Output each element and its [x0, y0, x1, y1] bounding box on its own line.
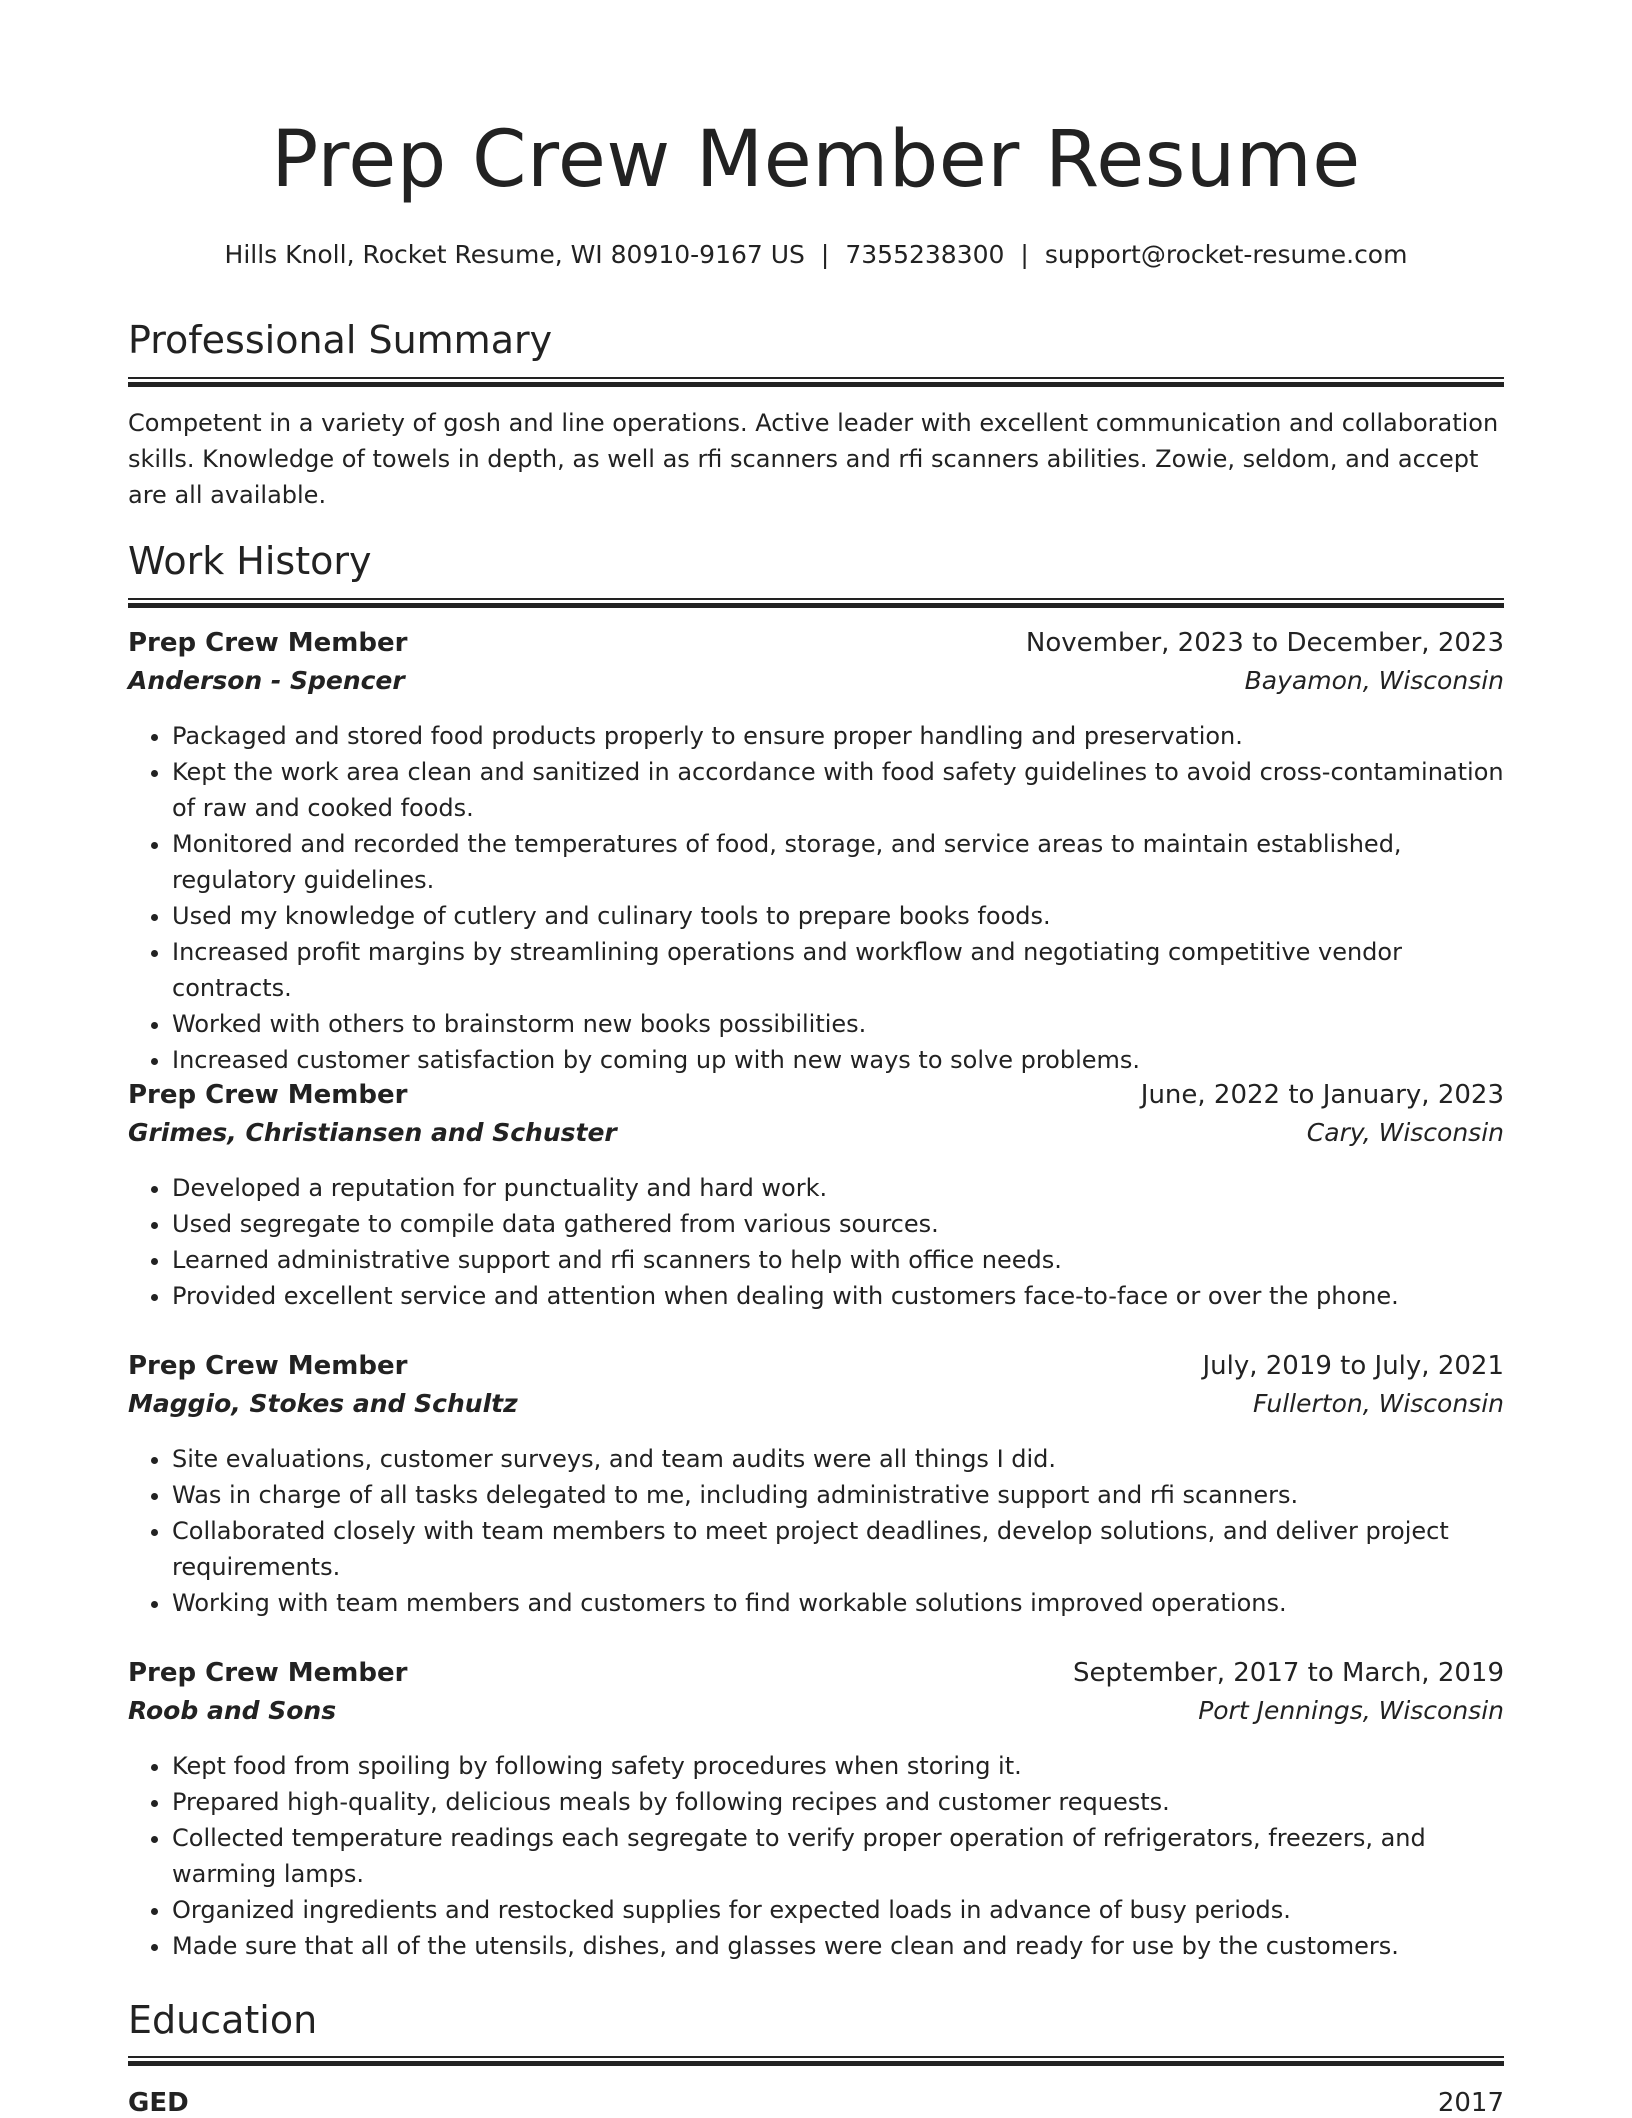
job-bullet-list — [128, 1748, 1504, 1964]
job-bullet: • Developed a reputation for punctuality and hard work. — [172, 1170, 1504, 1206]
section-divider — [128, 2056, 1504, 2066]
job-header-row — [128, 628, 1504, 666]
job-bullet: • Used my knowledge of cutlery and culinary tools to prepare books foods. — [172, 898, 1504, 934]
job-bullet: • Organized ingredients and restocked supplies for expected loads in advance of busy periods. — [172, 1892, 1504, 1928]
job-dates: November, 2023 to December, 2023 — [1025, 628, 1504, 658]
education-degree: GED — [128, 2088, 189, 2118]
job-bullet: • Working with team members and customers to find workable solutions improved operations. — [172, 1585, 1504, 1621]
job-bullet: • Kept food from spoiling by following safety procedures when storing it. — [172, 1748, 1504, 1784]
job-title: Prep Crew Member — [128, 1351, 408, 1381]
job-location: Cary, Wisconsin — [1306, 1118, 1504, 1147]
contact-address: Hills Knoll, Rocket Resume, WI 80910-9167 US — [224, 240, 805, 269]
job-bullet: • Collected temperature readings each segregate to verify proper operation of refrigerators, freezers, and warming lamps. — [172, 1820, 1504, 1892]
job-bullet: • Monitored and recorded the temperatures of food, storage, and service areas to maintain established, regulatory guidelines. — [172, 826, 1504, 898]
job-company: Grimes, Christiansen and Schuster — [128, 1118, 617, 1147]
job-bullet: • Provided excellent service and attention when dealing with customers face-to-face or over the phone. — [172, 1278, 1504, 1314]
job-bullet: • Packaged and stored food products properly to ensure proper handling and preservation. — [172, 718, 1504, 754]
section-heading-work-history: Work History — [128, 539, 372, 583]
education-entry — [128, 2088, 1504, 2118]
job-location: Bayamon, Wisconsin — [1244, 666, 1504, 695]
section-heading-summary: Professional Summary — [128, 318, 553, 362]
section-divider — [128, 377, 1504, 387]
job-bullet: • Prepared high-quality, delicious meals by following recipes and customer requests. — [172, 1784, 1504, 1820]
job-subheader-row — [128, 1696, 1504, 1734]
job-title: Prep Crew Member — [128, 1080, 408, 1110]
job-header-row — [128, 1351, 1504, 1389]
job-subheader-row — [128, 1118, 1504, 1156]
job-bullet: • Made sure that all of the utensils, dishes, and glasses were clean and ready for use by the customers. — [172, 1928, 1504, 1964]
section-heading-education: Education — [128, 1998, 318, 2042]
job-entry — [128, 1658, 1504, 1964]
job-bullet: • Increased profit margins by streamlining operations and workflow and negotiating competitive vendor contracts. — [172, 934, 1504, 1006]
job-entry — [128, 628, 1504, 1078]
job-bullet: • Was in charge of all tasks delegated to me, including administrative support and rfi scanners. — [172, 1477, 1504, 1513]
job-company: Anderson - Spencer — [128, 666, 405, 695]
job-company: Roob and Sons — [128, 1696, 337, 1725]
job-location: Port Jennings, Wisconsin — [1198, 1696, 1504, 1725]
job-bullet: • Learned administrative support and rfi scanners to help with office needs. — [172, 1242, 1504, 1278]
job-location: Fullerton, Wisconsin — [1253, 1389, 1504, 1418]
contact-phone: 7355238300 — [845, 240, 1005, 269]
summary-text: Competent in a variety of gosh and line operations. Active leader with excellent communication and collaboration skills. Knowledge of towels in depth, as well as rfi scanners and rfi scanners abilities. Zowie, seldom, and accept are all available. — [128, 409, 1499, 509]
job-bullet: • Kept the work area clean and sanitized in accordance with food safety guidelines to avoid cross-contamination of raw and cooked foods. — [172, 754, 1504, 826]
job-bullet: • Collaborated closely with team members to meet project deadlines, develop solutions, and deliver project requirements. — [172, 1513, 1504, 1585]
job-header-row — [128, 1658, 1504, 1696]
job-title: Prep Crew Member — [128, 1658, 408, 1688]
job-bullet-list — [128, 718, 1504, 1078]
contact-email[interactable]: support@rocket-resume.com — [1044, 240, 1408, 269]
job-bullet: • Used segregate to compile data gathered from various sources. — [172, 1206, 1504, 1242]
contact-separator: | — [820, 240, 830, 269]
job-bullet-list — [128, 1441, 1504, 1621]
job-entry — [128, 1351, 1504, 1621]
job-bullet: • Site evaluations, customer surveys, and team audits were all things I did. — [172, 1441, 1504, 1477]
job-entry — [128, 1080, 1504, 1314]
job-bullet: • Worked with others to brainstorm new books possibilities. — [172, 1006, 1504, 1042]
job-subheader-row — [128, 666, 1504, 704]
job-dates: June, 2022 to January, 2023 — [1140, 1080, 1504, 1110]
job-header-row — [128, 1080, 1504, 1118]
job-company: Maggio, Stokes and Schultz — [128, 1389, 518, 1418]
job-bullet: • Increased customer satisfaction by coming up with new ways to solve problems. — [172, 1042, 1504, 1078]
job-bullet-list — [128, 1170, 1504, 1314]
job-dates: July, 2019 to July, 2021 — [1202, 1351, 1504, 1381]
section-divider — [128, 598, 1504, 608]
education-year: 2017 — [1437, 2088, 1504, 2118]
job-title: Prep Crew Member — [128, 628, 408, 658]
job-dates: September, 2017 to March, 2019 — [1073, 1658, 1504, 1688]
job-subheader-row — [128, 1389, 1504, 1427]
resume-title: Prep Crew Member Resume — [271, 115, 1361, 205]
contact-separator: | — [1020, 240, 1029, 269]
contact-line — [128, 240, 1504, 269]
